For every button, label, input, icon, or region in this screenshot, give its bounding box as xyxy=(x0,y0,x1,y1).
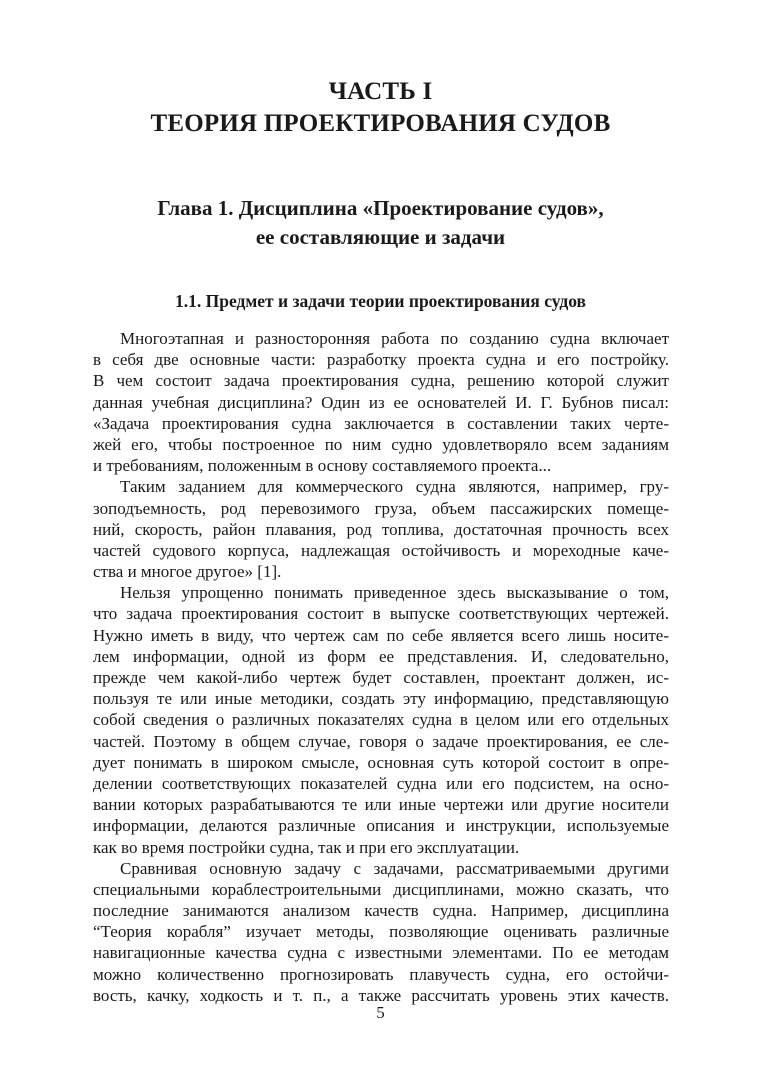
text-line: дует понимать в широком смысле, основная суть которой состоит в опре- xyxy=(93,752,669,772)
text-line: «Задача проектирования судна заключается в составлении таких черте- xyxy=(93,413,669,433)
text-line: зоподъемность, род перевозимого груза, объем пассажирских помеще- xyxy=(93,498,669,518)
section-title: 1.1. Предмет и задачи теории проектирования судов xyxy=(174,291,587,311)
text-line: частей судового корпуса, надлежащая остойчивость и мореходные каче- xyxy=(93,540,669,560)
text-line: в себя две основные части: разработку проекта судна и его постройку. xyxy=(93,350,669,370)
text-line: пользуя те или иные методики, создать эту информацию, представляющую xyxy=(93,689,669,709)
chapter-title xyxy=(0,194,761,252)
text-line: вость, качку, ходкость и т. п., а также рассчитать уровень этих качеств. xyxy=(93,985,669,1005)
text-line: вании которых разрабатываются те или иные чертежи или другие носители xyxy=(93,795,669,815)
text-line: информации, делаются различные описания и инструкции, используемые xyxy=(93,816,669,836)
text-line: лем информации, одной из форм ее представления. И, следовательно, xyxy=(93,646,669,666)
text-line: частей. Поэтому в общем случае, говоря о задаче проектирования, ее сле- xyxy=(93,731,669,751)
text-line: В чем состоит задача проектирования судна, решению которой служит xyxy=(93,371,669,391)
text-line: собой сведения о различных показателях судна в целом или его отдельных xyxy=(93,710,669,730)
text-line: Таким заданием для коммерческого судна являются, например, гру- xyxy=(120,477,669,497)
text-line: “Теория корабля” изучает методы, позволяющие оценивать различные xyxy=(93,922,669,942)
text-line: Нужно иметь в виду, что чертеж сам по себе является всего лишь носите- xyxy=(93,625,669,645)
part-title xyxy=(0,76,761,140)
text-line: делении соответствующих показателей судна или его подсистем, на осно- xyxy=(93,773,669,793)
text-line: Сравнивая основную задачу с задачами, рассматриваемыми другими xyxy=(120,858,669,878)
page-number: 5 xyxy=(376,1003,385,1022)
text-line: данная учебная дисциплина? Один из ее основателей И. Г. Бубнов писал: xyxy=(93,392,669,412)
chapter-title-line-2: ее составляющие и задачи xyxy=(255,225,506,249)
text-line: ний, скорость, район плавания, род топлива, достаточная прочность всех xyxy=(93,519,669,539)
chapter-title-line-1: Глава 1. Дисциплина «Проектирование судов», xyxy=(157,196,604,220)
text-line: и требованиям, положенным в основу составляемого проекта... xyxy=(93,456,552,476)
text-line: ства и многое другое» [1]. xyxy=(93,562,282,582)
part-number: ЧАСТЬ I xyxy=(328,78,433,105)
part-name: ТЕОРИЯ ПРОЕКТИРОВАНИЯ СУДОВ xyxy=(150,110,611,137)
body-text xyxy=(93,328,669,1006)
text-line: прежде чем какой-либо чертеж будет составлен, проектант должен, ис- xyxy=(93,668,669,687)
text-line: жей его, чтобы построенное по ним судно удовлетворяло всем заданиям xyxy=(93,434,669,454)
text-line: Многоэтапная и разносторонняя работа по созданию судна включает xyxy=(120,329,669,348)
text-line: навигационные качества судна с известными элементами. По ее методам xyxy=(93,943,669,963)
text-line: можно количественно прогнозировать плавучесть судна, его остойчи- xyxy=(93,964,669,984)
text-line: последние занимаются анализом качеств судна. Например, дисциплина xyxy=(93,901,669,921)
text-line: что задача проектирования состоит в выпуске соответствующих чертежей. xyxy=(93,604,669,624)
text-line: специальными кораблестроительными дисциплинами, можно сказать, что xyxy=(93,879,669,899)
text-line: Нельзя упрощенно понимать приведенное здесь высказывание о том, xyxy=(120,583,669,603)
text-line: как во время постройки судна, так и при его эксплуатации. xyxy=(93,837,520,857)
